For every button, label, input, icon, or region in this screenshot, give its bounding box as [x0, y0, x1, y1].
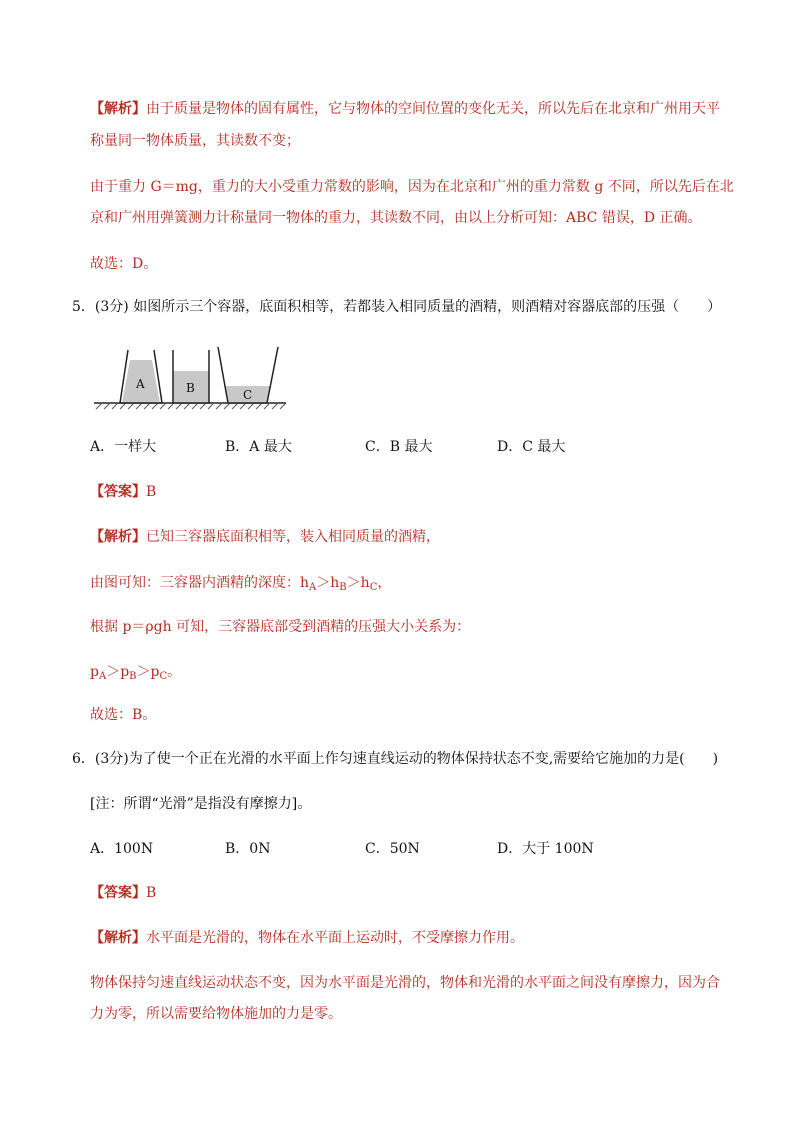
label-c: C [243, 388, 253, 402]
q5-depth-relation [90, 573, 391, 593]
q4-analysis-line-1 [90, 99, 720, 119]
q5-answer [90, 482, 156, 502]
analysis-text: 已知三容器底面积相等，装入相同质量的酒精， [146, 529, 440, 545]
depth-prefix: 由图可知：三容器内酒精的深度： [90, 575, 300, 591]
q5-option-d: D．C 最大 [497, 439, 566, 455]
q5-option-c: C．B 最大 [365, 439, 433, 455]
p-symbol: p [150, 664, 160, 680]
answer-value: B [146, 885, 157, 901]
q5-pressure-relation [90, 662, 181, 682]
p-sub-b: B [129, 671, 137, 682]
p-symbol: p [120, 664, 130, 680]
q6-paragraph-2-line-1: 物体保持匀速直线运动状态不变，因为水平面是光滑的，物体和光滑的水平面之间没有摩擦力，因为合 [90, 975, 720, 991]
answer-value: B [146, 484, 157, 500]
label-b: B [186, 381, 195, 395]
p-symbol: p [90, 664, 99, 680]
q4-choose: 故选：D。 [90, 256, 158, 272]
gt-symbol: ＞ [316, 575, 331, 591]
q6-option-d: D．大于 100N [497, 841, 594, 857]
q5-analysis-line-1 [90, 527, 440, 547]
h-sub-a: A [309, 582, 317, 593]
p-sub-a: A [98, 671, 107, 682]
p-sub-c: C [159, 671, 168, 682]
q6-analysis-line-1 [90, 928, 524, 948]
answer-tag: 【答案】 [90, 484, 146, 500]
q6-answer [90, 883, 156, 903]
q4-paragraph-2-line-2: 京和广州用弹簧测力计称量同一物体的重力，其读数不同，由以上分析可知：ABC 错误，D 正确。 [90, 210, 702, 226]
h-symbol: h [300, 575, 310, 591]
h-sub-b: B [339, 582, 347, 593]
gt-symbol: ＞ [106, 664, 121, 680]
q5-option-b: B．A 最大 [225, 439, 292, 455]
q6-option-b: B．0N [225, 841, 271, 857]
analysis-tag: 【解析】 [90, 101, 146, 117]
answer-tag: 【答案】 [90, 885, 146, 901]
gt-symbol: ＞ [136, 664, 151, 680]
period: 。 [167, 664, 182, 680]
gt-symbol: ＞ [346, 575, 361, 591]
q6-option-c: C．50N [365, 841, 420, 857]
comma: ， [377, 575, 392, 591]
h-sub-c: C [369, 582, 378, 593]
q5-rule-line [90, 617, 470, 637]
analysis-tag: 【解析】 [90, 529, 146, 545]
analysis-text: 水平面是光滑的，物体在水平面上运动时，不受摩擦力作用。 [146, 930, 524, 946]
pressure-formula: p＝ρgh [122, 619, 172, 635]
q5-choose: 故选：B。 [90, 707, 157, 723]
q4-paragraph-2-line-1: 由于重力 G＝mg，重力的大小受重力常数的影响，因为在北京和广州的重力常数 g 不同，所以先后在北 [90, 179, 734, 195]
q6-stem: 6．(3分)为了使一个正在光滑的水平面上作匀速直线运动的物体保持状态不变,需要给它施加的力是( ) [72, 751, 719, 767]
q6-option-a: A．100N [90, 841, 154, 857]
q5-stem: 5．(3分) 如图所示三个容器，底面积相等，若都装入相同质量的酒精，则酒精对容器底部的压强（ ） [72, 299, 722, 315]
rule-suffix: 可知，三容器底部受到酒精的压强大小关系为： [171, 619, 471, 635]
analysis-text: 由于质量是物体的固有属性，它与物体的空间位置的变化无关，所以先后在北京和广州用天平 [146, 101, 720, 117]
containers-figure [92, 342, 292, 412]
rule-prefix: 根据 [90, 619, 123, 635]
q6-note: [注：所谓“光滑”是指没有摩擦力]。 [90, 796, 312, 812]
analysis-tag: 【解析】 [90, 930, 146, 946]
label-a: A [136, 377, 145, 391]
h-symbol: h [330, 575, 340, 591]
h-symbol: h [360, 575, 370, 591]
q4-analysis-line-2: 称量同一物体质量，其读数不变； [90, 133, 300, 149]
q6-paragraph-2-line-2: 力为零，所以需要给物体施加的力是零。 [90, 1006, 342, 1022]
q5-option-a: A．一样大 [90, 439, 157, 455]
